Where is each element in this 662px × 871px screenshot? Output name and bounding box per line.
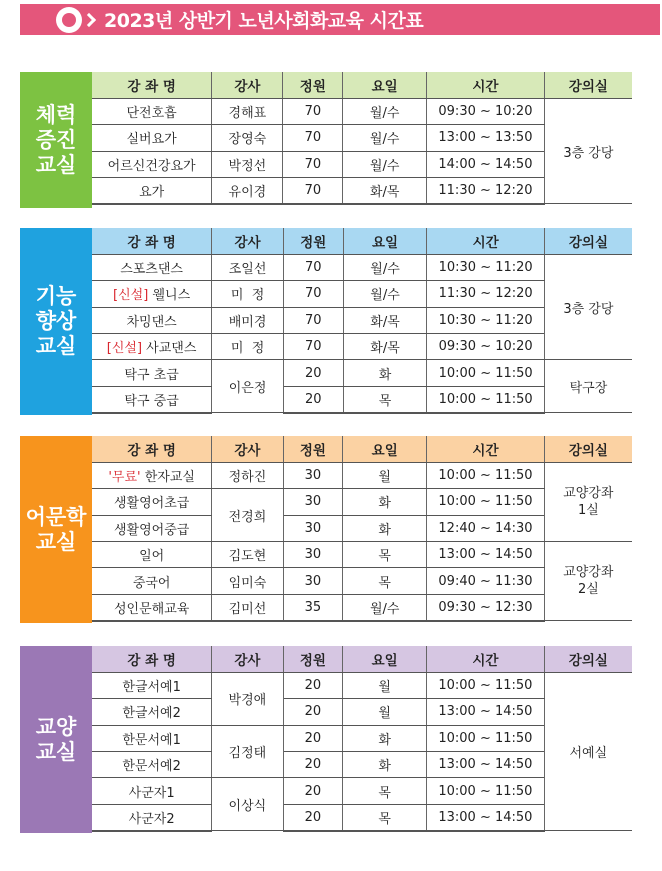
time: 10:00 ~ 11:50 xyxy=(427,462,545,488)
capacity: 30 xyxy=(283,489,343,515)
table-row xyxy=(92,672,632,698)
time: 13:00 ~ 14:50 xyxy=(427,699,545,725)
table-row xyxy=(92,254,632,280)
instructor: 장영숙 xyxy=(212,125,283,151)
time: 09:30 ~ 10:20 xyxy=(427,98,545,124)
day: 목 xyxy=(343,804,427,830)
capacity: 70 xyxy=(283,254,343,280)
instructor: 김미선 xyxy=(212,594,283,620)
day: 월/수 xyxy=(343,281,427,307)
capacity: 30 xyxy=(283,462,343,488)
table-row xyxy=(92,462,632,488)
day: 월 xyxy=(343,672,427,698)
header-capacity: 정원 xyxy=(283,72,343,98)
day: 화/목 xyxy=(343,334,427,360)
room: 교양강좌 1실 xyxy=(544,462,632,541)
day: 월/수 xyxy=(343,98,427,124)
capacity: 35 xyxy=(283,594,343,620)
day: 화 xyxy=(343,360,427,386)
time: 10:00 ~ 11:50 xyxy=(427,778,545,804)
capacity: 30 xyxy=(283,568,343,594)
time: 12:40 ~ 14:30 xyxy=(427,515,545,541)
course-name: 요가 xyxy=(92,178,212,204)
time: 13:00 ~ 13:50 xyxy=(427,125,545,151)
header-room: 강의실 xyxy=(544,72,632,98)
instructor: 미 정 xyxy=(212,334,284,360)
capacity: 70 xyxy=(283,281,343,307)
instructor: 이상식 xyxy=(212,778,283,831)
instructor: 이은정 xyxy=(212,360,284,413)
free-tag: '무료' xyxy=(108,470,141,486)
header-capacity: 정원 xyxy=(283,228,343,254)
course-name: 생활영어중급 xyxy=(92,515,212,541)
course-name: 생활영어초급 xyxy=(92,489,212,515)
course-name: 성인문해교육 xyxy=(92,594,212,620)
course-name: 일어 xyxy=(92,542,212,568)
day: 월/수 xyxy=(343,151,427,177)
capacity: 20 xyxy=(283,752,343,778)
day: 목 xyxy=(343,568,427,594)
room: 교양강좌 2실 xyxy=(544,542,632,621)
capacity: 20 xyxy=(283,360,343,386)
course-name: 스포츠댄스 xyxy=(92,254,212,280)
header-day: 요일 xyxy=(343,436,427,462)
time: 09:30 ~ 10:20 xyxy=(427,334,544,360)
instructor: 미 정 xyxy=(212,281,284,307)
instructor: 박정선 xyxy=(212,151,283,177)
time: 10:00 ~ 11:50 xyxy=(427,360,544,386)
capacity: 20 xyxy=(283,804,343,830)
section-culture xyxy=(20,646,632,833)
instructor: 배미경 xyxy=(212,307,284,333)
time: 10:30 ~ 11:20 xyxy=(427,307,544,333)
header-time: 시간 xyxy=(427,646,545,672)
table-row xyxy=(92,98,632,124)
day: 화 xyxy=(343,725,427,751)
instructor: 김도현 xyxy=(212,542,283,568)
header-day: 요일 xyxy=(343,228,427,254)
capacity: 70 xyxy=(283,334,343,360)
header-room: 강의실 xyxy=(544,646,632,672)
time: 09:40 ~ 11:30 xyxy=(427,568,545,594)
header-room: 강의실 xyxy=(544,436,632,462)
capacity: 20 xyxy=(283,672,343,698)
room: 3층 강당 xyxy=(544,254,632,360)
course-name: 한글서예1 xyxy=(92,672,212,698)
section-language xyxy=(20,436,632,623)
course-name: 한문서예2 xyxy=(92,752,212,778)
schedule-table xyxy=(92,436,632,622)
instructor: 임미숙 xyxy=(212,568,283,594)
time: 10:00 ~ 11:50 xyxy=(427,489,545,515)
header-course: 강 좌 명 xyxy=(92,436,212,462)
day: 월 xyxy=(343,699,427,725)
instructor: 김정태 xyxy=(212,725,283,778)
time: 10:00 ~ 11:50 xyxy=(427,725,545,751)
header-course: 강 좌 명 xyxy=(92,72,212,98)
table-header-row xyxy=(92,72,632,98)
chevron-right-icon xyxy=(82,12,96,26)
capacity: 70 xyxy=(283,151,343,177)
schedule-table xyxy=(92,646,632,832)
section-label: 어문학 교실 xyxy=(20,436,92,623)
instructor: 경해표 xyxy=(212,98,283,124)
course-name: 어르신건강요가 xyxy=(92,151,212,177)
section-fitness xyxy=(20,72,632,208)
time: 10:30 ~ 11:20 xyxy=(427,254,544,280)
header-capacity: 정원 xyxy=(283,436,343,462)
time: 13:00 ~ 14:50 xyxy=(427,752,545,778)
capacity: 30 xyxy=(283,542,343,568)
instructor: 전경희 xyxy=(212,489,283,542)
page-title: 2023년 상반기 노년사회화교육 시간표 xyxy=(104,10,424,32)
time: 11:30 ~ 12:20 xyxy=(427,281,544,307)
header-instructor: 강사 xyxy=(212,436,283,462)
header-instructor: 강사 xyxy=(212,72,283,98)
header-day: 요일 xyxy=(343,646,427,672)
day: 월 xyxy=(343,462,427,488)
room: 탁구장 xyxy=(544,360,632,413)
header-time: 시간 xyxy=(427,436,545,462)
capacity: 20 xyxy=(283,778,343,804)
schedule-table xyxy=(92,228,632,414)
instructor: 조일선 xyxy=(212,254,284,280)
table-row xyxy=(92,360,632,386)
time: 11:30 ~ 12:20 xyxy=(427,178,545,204)
capacity: 70 xyxy=(283,125,343,151)
header-instructor: 강사 xyxy=(212,646,283,672)
day: 화/목 xyxy=(343,178,427,204)
capacity: 20 xyxy=(283,725,343,751)
section-label: 기능 향상 교실 xyxy=(20,228,92,415)
day: 목 xyxy=(343,386,427,412)
header-day: 요일 xyxy=(343,72,427,98)
capacity: 20 xyxy=(283,699,343,725)
course-name: [신설] 웰니스 xyxy=(92,281,212,307)
day: 화 xyxy=(343,515,427,541)
day: 목 xyxy=(343,542,427,568)
course-name: '무료' 한자교실 xyxy=(92,462,212,488)
time: 09:30 ~ 12:30 xyxy=(427,594,545,620)
section-label: 교양 교실 xyxy=(20,646,92,833)
course-name: 사군자1 xyxy=(92,778,212,804)
instructor: 박경애 xyxy=(212,672,283,725)
header-time: 시간 xyxy=(427,72,545,98)
course-name: 한문서예1 xyxy=(92,725,212,751)
course-name: [신설] 사교댄스 xyxy=(92,334,212,360)
table-row xyxy=(92,542,632,568)
day: 월/수 xyxy=(343,594,427,620)
room: 3층 강당 xyxy=(544,98,632,204)
day: 월/수 xyxy=(343,254,427,280)
capacity: 70 xyxy=(283,98,343,124)
header-capacity: 정원 xyxy=(283,646,343,672)
capacity: 20 xyxy=(283,386,343,412)
course-name: 실버요가 xyxy=(92,125,212,151)
time: 13:00 ~ 14:50 xyxy=(427,542,545,568)
course-name: 한글서예2 xyxy=(92,699,212,725)
circle-bullet-icon xyxy=(56,7,82,33)
header-room: 강의실 xyxy=(544,228,632,254)
day: 화/목 xyxy=(343,307,427,333)
course-name: 탁구 중급 xyxy=(92,386,212,412)
new-tag: [신설] xyxy=(106,341,143,357)
time: 14:00 ~ 14:50 xyxy=(427,151,545,177)
room: 서예실 xyxy=(544,672,632,830)
capacity: 70 xyxy=(283,307,343,333)
course-name: 단전호흡 xyxy=(92,98,212,124)
capacity: 30 xyxy=(283,515,343,541)
time: 10:00 ~ 11:50 xyxy=(427,386,544,412)
header-instructor: 강사 xyxy=(212,228,284,254)
section-function xyxy=(20,228,632,415)
day: 화 xyxy=(343,752,427,778)
time: 10:00 ~ 11:50 xyxy=(427,672,545,698)
header-course: 강 좌 명 xyxy=(92,228,212,254)
course-name: 중국어 xyxy=(92,568,212,594)
time: 13:00 ~ 14:50 xyxy=(427,804,545,830)
day: 목 xyxy=(343,778,427,804)
schedule-table xyxy=(92,72,632,205)
table-header-row xyxy=(92,228,632,254)
header-course: 강 좌 명 xyxy=(92,646,212,672)
instructor: 정하진 xyxy=(212,462,283,488)
header-time: 시간 xyxy=(427,228,544,254)
capacity: 70 xyxy=(283,178,343,204)
day: 화 xyxy=(343,489,427,515)
instructor: 유이경 xyxy=(212,178,283,204)
table-header-row xyxy=(92,436,632,462)
title-banner xyxy=(20,4,660,35)
course-name: 사군자2 xyxy=(92,804,212,830)
course-name: 차밍댄스 xyxy=(92,307,212,333)
course-name: 탁구 초급 xyxy=(92,360,212,386)
new-tag: [신설] xyxy=(113,288,149,304)
table-header-row xyxy=(92,646,632,672)
day: 월/수 xyxy=(343,125,427,151)
section-label: 체력 증진 교실 xyxy=(20,72,92,208)
